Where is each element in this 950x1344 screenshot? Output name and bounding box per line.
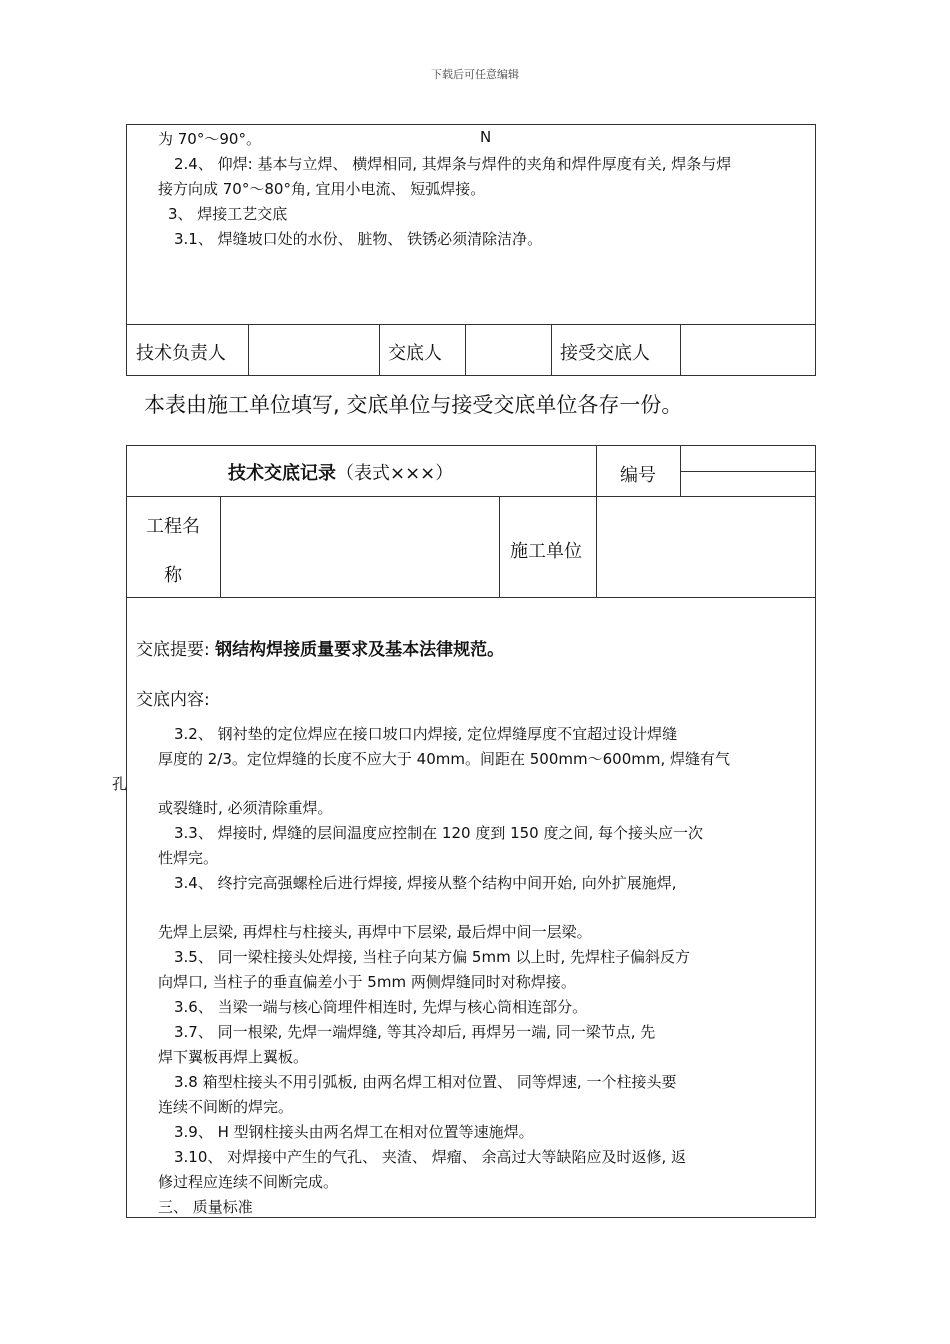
content-label: 交底内容: [136, 690, 210, 710]
content-line: N [480, 128, 492, 146]
project-name-label: 称 [164, 565, 182, 586]
content-line: 先焊上层梁, 再焊柱与柱接头, 再焊中下层梁, 最后焊中间一层梁。 [158, 923, 592, 941]
content-line: 向焊口, 当柱子的垂直偏差小于 5mm 两侧焊缝同时对称焊接。 [158, 973, 576, 991]
table-divider [127, 496, 815, 497]
record-title-main: 技术交底记录 [228, 463, 336, 484]
content-line: 性焊完。 [158, 849, 219, 867]
table-divider [127, 597, 815, 598]
construction-unit-label: 施工单位 [510, 541, 582, 562]
footer-note: 本表由施工单位填写, 交底单位与接受交底单位各存一份。 [144, 393, 683, 417]
content-line: 3.8 箱型柱接头不用引弧板, 由两名焊工相对位置、 同等焊速, 一个柱接头要 [174, 1073, 677, 1091]
summary-value: 钢结构焊接质量要求及基本法律规范。 [215, 640, 505, 660]
number-label: 编号 [620, 465, 656, 486]
content-line: 3.9、 H 型钢柱接头由两名焊工在相对位置等速施焊。 [174, 1123, 534, 1141]
table-divider [248, 324, 249, 375]
content-line: 修过程应连续不间断完成。 [158, 1173, 339, 1191]
content-line: 焊下翼板再焊上翼板。 [158, 1048, 309, 1066]
table-divider [680, 471, 815, 472]
content-line: 或裂缝时, 必须清除重焊。 [158, 799, 333, 817]
content-line: 接方向成 70°～80°角, 宜用小电流、 短弧焊接。 [158, 180, 486, 198]
presenter-label: 交底人 [388, 343, 442, 364]
receiver-label: 接受交底人 [560, 343, 650, 364]
page-header-note: 下载后可任意编辑 [431, 68, 519, 81]
content-line: 3.1、 焊缝坡口处的水份、 脏物、 铁锈必须清除洁净。 [174, 230, 543, 248]
table-divider [220, 496, 221, 597]
table-divider [379, 324, 380, 375]
section-heading: 三、 质量标准 [158, 1198, 253, 1216]
project-name-label: 工程名 [146, 516, 200, 537]
content-line: 3.3、 焊接时, 焊缝的层间温度应控制在 120 度到 150 度之间, 每个接头应一次 [174, 824, 704, 842]
tech-lead-label: 技术负责人 [136, 343, 226, 364]
summary-label: 交底提要: [136, 640, 216, 660]
table-divider [596, 446, 597, 496]
content-line: 2.4、 仰焊: 基本与立焊、 横焊相同, 其焊条与焊件的夹角和焊件厚度有关, 焊条与焊 [174, 155, 732, 173]
content-line: 孔 [112, 775, 128, 793]
table-divider [596, 496, 597, 597]
content-line: 3.7、 同一根梁, 先焊一端焊缝, 等其冷却后, 再焊另一端, 同一梁节点, 先 [174, 1023, 656, 1041]
content-line: 厚度的 2/3。定位焊缝的长度不应大于 40mm。间距在 500mm～600mm, 焊缝有气 [158, 750, 731, 768]
content-line: 3.2、 钢衬垫的定位焊应在接口坡口内焊接, 定位焊缝厚度不宜超过设计焊缝 [174, 725, 678, 743]
table-divider [551, 324, 552, 375]
table-divider [499, 496, 500, 597]
summary-line [136, 635, 504, 660]
section-heading: 3、 焊接工艺交底 [168, 205, 288, 223]
content-line: 3.6、 当梁一端与核心筒埋件相连时, 先焊与核心筒相连部分。 [174, 998, 588, 1016]
content-line: 连续不间断的焊完。 [158, 1098, 294, 1116]
record-title-suffix: （表式×××） [336, 463, 454, 484]
content-line: 为 70°～90°。 [158, 130, 261, 148]
content-line: 3.5、 同一梁柱接头处焊接, 当柱子向某方偏 5mm 以上时, 先焊柱子偏斜反方 [174, 948, 691, 966]
record-title [228, 459, 453, 485]
content-line: 3.4、 终拧完高强螺栓后进行焊接, 焊接从整个结构中间开始, 向外扩展施焊, [174, 874, 677, 892]
table-divider [680, 324, 681, 375]
table-divider [127, 324, 815, 325]
table-divider [465, 324, 466, 375]
content-line: 3.10、 对焊接中产生的气孔、 夹渣、 焊瘤、 余高过大等缺陷应及时返修, 返 [174, 1148, 687, 1166]
